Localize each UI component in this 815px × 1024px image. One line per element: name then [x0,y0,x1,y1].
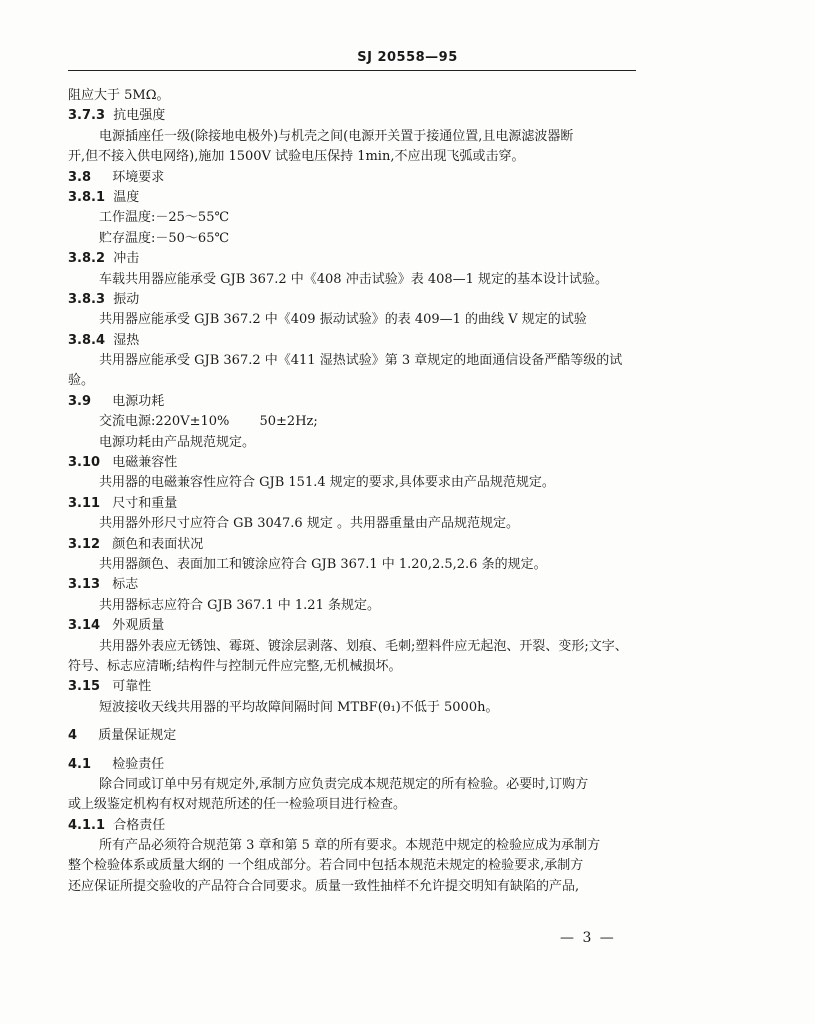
section-title: 温度 [113,189,140,205]
section-title: 颜色和表面状况 [112,536,204,552]
document-code-header: SJ 20558—95 [357,50,458,65]
section-number: 3.9 [68,393,92,409]
body-text-line: 共用器颜色、表面加工和镀涂应符合 GJB 367.1 中 1.20,2.5,2.6 条的规定。 [99,556,547,572]
section-heading [68,249,640,269]
body-text-line: 电源插座任一级(除接地电极外)与机壳之间(电源开关置于接通位置,且电源滤波器断 [99,128,574,144]
section-title: 质量保证规定 [98,728,177,744]
section-heading [68,494,640,514]
section-title: 标志 [112,577,139,593]
body-text-line: 交流电源:220V±10% 50±2Hz; [99,414,318,430]
section-number: 3.8.2 [68,251,106,267]
section-number: 3.12 [68,536,101,552]
body-text-line: 或上级鉴定机构有权对规范所述的任一检验项目进行检查。 [68,797,407,813]
section-heading [68,106,640,126]
section-heading [68,453,640,473]
body-text-line: 贮存温度:－50～65℃ [99,230,230,246]
section-heading [68,816,640,836]
body-text-line: 验。 [68,373,95,389]
section-title: 可靠性 [112,679,152,695]
body-text-line: 还应保证所提交验收的产品符合合同要求。质量一致性抽样不允许提交明知有缺陷的产品, [68,878,580,894]
body-text-line: 阻应大于 5MΩ。 [68,88,170,103]
section-number: 4.1.1 [68,817,106,833]
body-text-line: 除合同或订单中另有规定外,承制方应负责完成本规范规定的所有检验。必要时,订购方 [99,776,589,792]
body-text-line: 整个检验体系或质量大纲的 一个组成部分。若合同中包括本规范未规定的检验要求,承制方 [68,858,584,874]
section-heading [68,726,640,746]
section-heading [68,755,640,775]
body-text-line: 开,但不接入供电网络),施加 1500V 试验电压保持 1min,不应出现飞弧或击穿。 [68,149,525,165]
section-number: 3.10 [68,455,101,471]
section-number: 3.14 [68,618,101,634]
section-heading [68,616,640,636]
section-number: 3.7.3 [68,108,106,124]
section-number: 4 [68,728,78,744]
section-heading [68,290,640,310]
page-body [68,86,640,897]
section-title: 合格责任 [113,817,166,833]
header-rule [68,70,636,71]
section-heading [68,331,640,351]
section-number: 3.8 [68,169,92,185]
body-text-line: 共用器的电磁兼容性应符合 GJB 151.4 规定的要求,具体要求由产品规范规定。 [99,475,555,491]
section-heading [68,535,640,555]
section-title: 振动 [113,291,140,307]
section-title: 环境要求 [112,169,165,185]
section-title: 检验责任 [112,756,165,772]
section-heading [68,188,640,208]
section-number: 4.1 [68,756,92,772]
body-text-line: 短波接收天线共用器的平均故障间隔时间 MTBF(θ₁)不低于 5000h。 [99,699,499,715]
section-title: 尺寸和重量 [112,495,178,511]
section-title: 外观质量 [112,618,165,634]
section-heading [68,392,640,412]
body-text-line: 工作温度:－25～55℃ [99,210,230,226]
section-number: 3.15 [68,679,101,695]
body-text-line: 共用器外表应无锈蚀、霉斑、镀涂层剥落、划痕、毛刺;塑料件应无起泡、开裂、变形;文字、 [99,638,628,654]
body-text-line: 电源功耗由产品规范规定。 [99,434,256,450]
section-title: 电磁兼容性 [112,455,178,471]
body-text-line: 共用器应能承受 GJB 367.2 中《409 振动试验》的表 409—1 的曲线 V 规定的试验 [99,312,587,328]
section-number: 3.8.1 [68,189,106,205]
section-number: 3.8.4 [68,332,106,348]
section-heading [68,575,640,595]
section-title: 湿热 [113,332,140,348]
section-title: 抗电强度 [113,108,166,124]
body-text-line: 符号、标志应清晰;结构件与控制元件应完整,无机械损坏。 [68,658,402,674]
section-number: 3.11 [68,495,101,511]
section-heading [68,168,640,188]
body-text-line: 车载共用器应能承受 GJB 367.2 中《408 冲击试验》表 408—1 规定的基本设计试验。 [99,271,609,287]
body-text-line: 共用器外形尺寸应符合 GB 3047.6 规定 。共用器重量由产品规范规定。 [99,516,519,532]
body-text-line: 共用器标志应符合 GJB 367.1 中 1.21 条规定。 [99,597,380,613]
section-number: 3.13 [68,577,101,593]
page-number: — 3 — [560,930,616,946]
body-text-line: 共用器应能承受 GJB 367.2 中《411 湿热试验》第 3 章规定的地面通信设备严酷等级的试 [99,353,623,369]
section-heading [68,677,640,697]
body-text-line: 所有产品必须符合规范第 3 章和第 5 章的所有要求。本规范中规定的检验应成为承制方 [99,838,601,854]
section-title: 电源功耗 [112,393,165,409]
section-title: 冲击 [113,251,140,267]
section-number: 3.8.3 [68,291,106,307]
